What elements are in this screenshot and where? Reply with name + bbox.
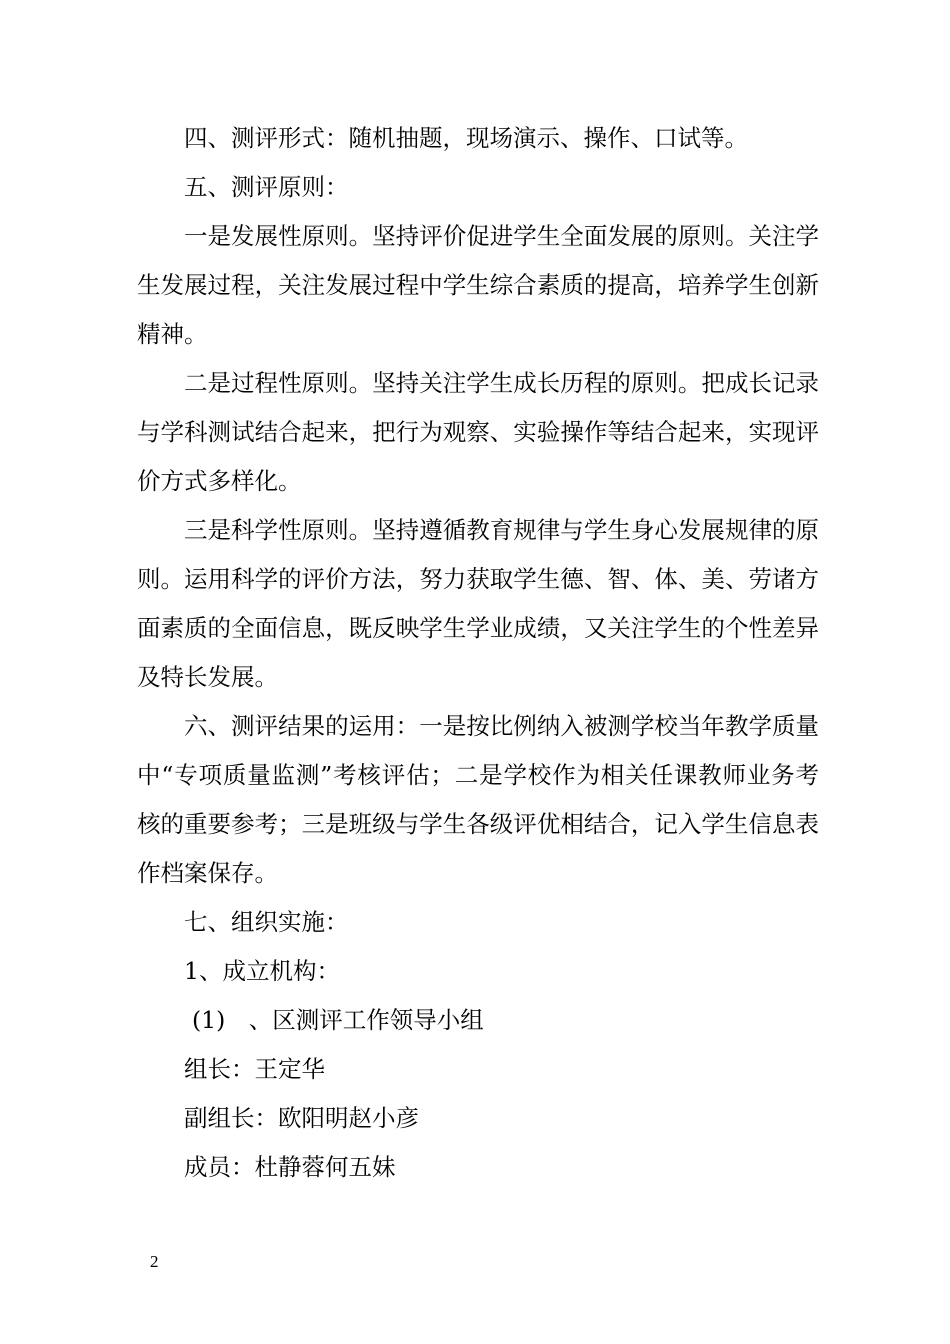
line-deputy-leader: 副组长：欧阳明赵小彦 [184,1104,419,1132]
line-members: 成员：杜静蓉何五妹 [184,1153,396,1181]
paragraph-principle-development: 一是发展性原则。坚持评价促进学生全面发展的原则。关注学生发展过程，关注发展过程中学生综合素质的提高，培养学生创新精神。 [137,222,819,348]
document-body [137,114,819,1192]
page-number: 2 [150,1252,159,1271]
line-group-leader: 组长：王定华 [184,1055,325,1083]
paragraph-principle-process: 二是过程性原则。坚持关注学生成长历程的原则。把成长记录与学科测试结合起来，把行为观察、实验操作等结合起来，实现评价方式多样化。 [137,369,819,495]
paragraph-results-usage: 六、测评结果的运用：一是按比例纳入被测学校当年教学质量中“专项质量监测”考核评估；二是学校作为相关任课教师业务考核的重要参考；三是班级与学生各级评优相结合，记入学生信息表作档案保存。 [137,712,819,887]
heading-leadership-group: (1) 、区测评工作领导小组 [192,1006,484,1034]
paragraph-assessment-form: 四、测评形式：随机抽题，现场演示、操作、口试等。 [184,124,748,152]
heading-implementation: 七、组织实施： [184,908,349,936]
paragraph-principle-science: 三是科学性原则。坚持遵循教育规律与学生身心发展规律的原则。运用科学的评价方法，努力获取学生德、智、体、美、劳诸方面素质的全面信息，既反映学生学业成绩，又关注学生的个性差异及特长发展。 [137,516,819,691]
heading-assessment-principles: 五、测评原则： [184,173,349,201]
heading-setup: 1、成立机构： [184,957,340,985]
